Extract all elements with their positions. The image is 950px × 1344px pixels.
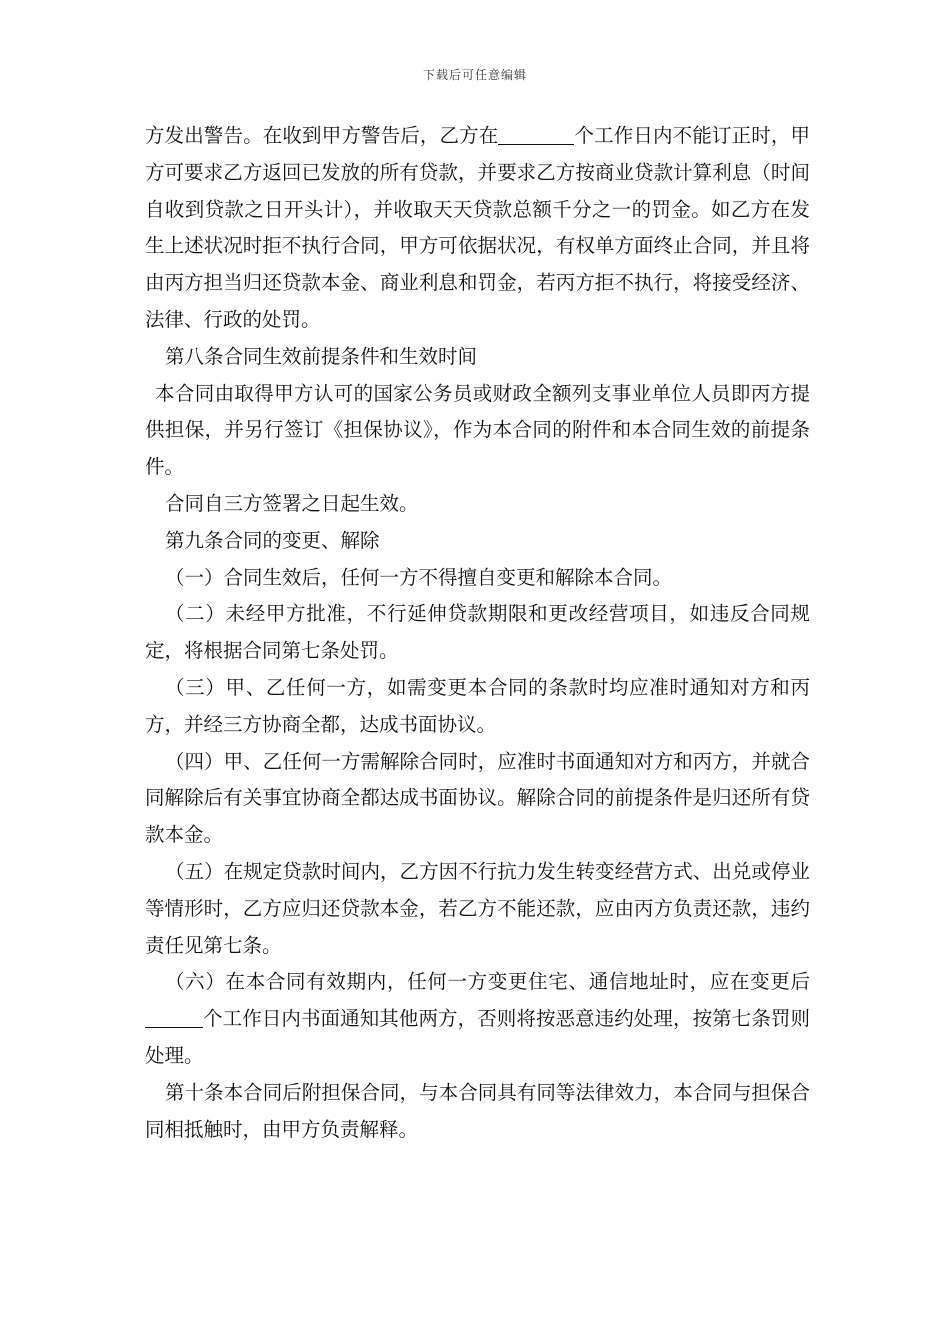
- article-9-heading: 第九条合同的变更、解除: [165, 528, 380, 552]
- article-8-paragraph: 本合同由取得甲方认可的国家公务员或财政全额列支事业单位人员即丙方提供担保，并另行签订《担保协议》，作为本合同的附件和本合同生效的前提条件。: [145, 381, 810, 479]
- page-header: 下载后可任意编辑: [422, 68, 527, 82]
- article-9-item-4: （四）甲、乙任何一方需解除合同时，应准时书面通知对方和丙方，并就合同解除后有关事宜协商全都达成书面协议。解除合同的前提条件是归还所有贷款本金。: [145, 749, 810, 847]
- article-9-item-6: [145, 964, 810, 1074]
- fill-in-blank-days: [145, 1008, 203, 1029]
- article-9-item-3: （三）甲、乙任何一方，如需变更本合同的条款时均应准时通知对方和丙方，并经三方协商全都，达成书面协议。: [145, 675, 810, 736]
- fill-in-blank-days: [498, 125, 574, 146]
- paragraph-penalty-clause: [145, 118, 810, 339]
- article-8-heading: 第八条合同生效前提条件和生效时间: [165, 344, 478, 368]
- effective-date-paragraph: 合同自三方签署之日起生效。: [165, 491, 419, 515]
- article-9-item-5: （五）在规定贷款时间内，乙方因不行抗力发生转变经营方式、出兑或停业等情形时，乙方应归还贷款本金，若乙方不能还款，应由丙方负责还款，违约责任见第七条。: [145, 859, 810, 957]
- document-body: [145, 118, 810, 1148]
- paragraph-text-before-blank: （六）在本合同有效期内，任何一方变更住宅、通信地址时，应在变更后: [165, 970, 810, 994]
- paragraph-text-after-blank: 个工作日内不能订正时，甲方可要求乙方返回已发放的所有贷款，并要求乙方按商业贷款计算利息（时间自收到贷款之日开头计），并收取天天贷款总额千分之一的罚金。如乙方在发生上述状况时拒不执行合同，甲方可依据状况，有权单方面终止合同，并且将由丙方担当归还贷款本金、商业利息和罚金，若丙方拒不执行，将接受经济、法律、行政的处罚。: [145, 124, 810, 331]
- article-10-paragraph: 第十条本合同后附担保合同，与本合同具有同等法律效力，本合同与担保合同相抵触时，由甲方负责解释。: [145, 1080, 810, 1141]
- article-9-item-2: （二）未经甲方批准，不行延伸贷款期限和更改经营项目，如违反合同规定，将根据合同第七条处罚。: [145, 602, 810, 663]
- paragraph-text-before-blank: 方发出警告。在收到甲方警告后，乙方在: [145, 124, 499, 147]
- paragraph-text-after-blank: 个工作日内书面通知其他两方，否则将按恶意违约处理，按第七条罚则处理。: [145, 1007, 810, 1067]
- article-9-item-1: （一）合同生效后，任何一方不得擅自变更和解除本合同。: [165, 565, 673, 589]
